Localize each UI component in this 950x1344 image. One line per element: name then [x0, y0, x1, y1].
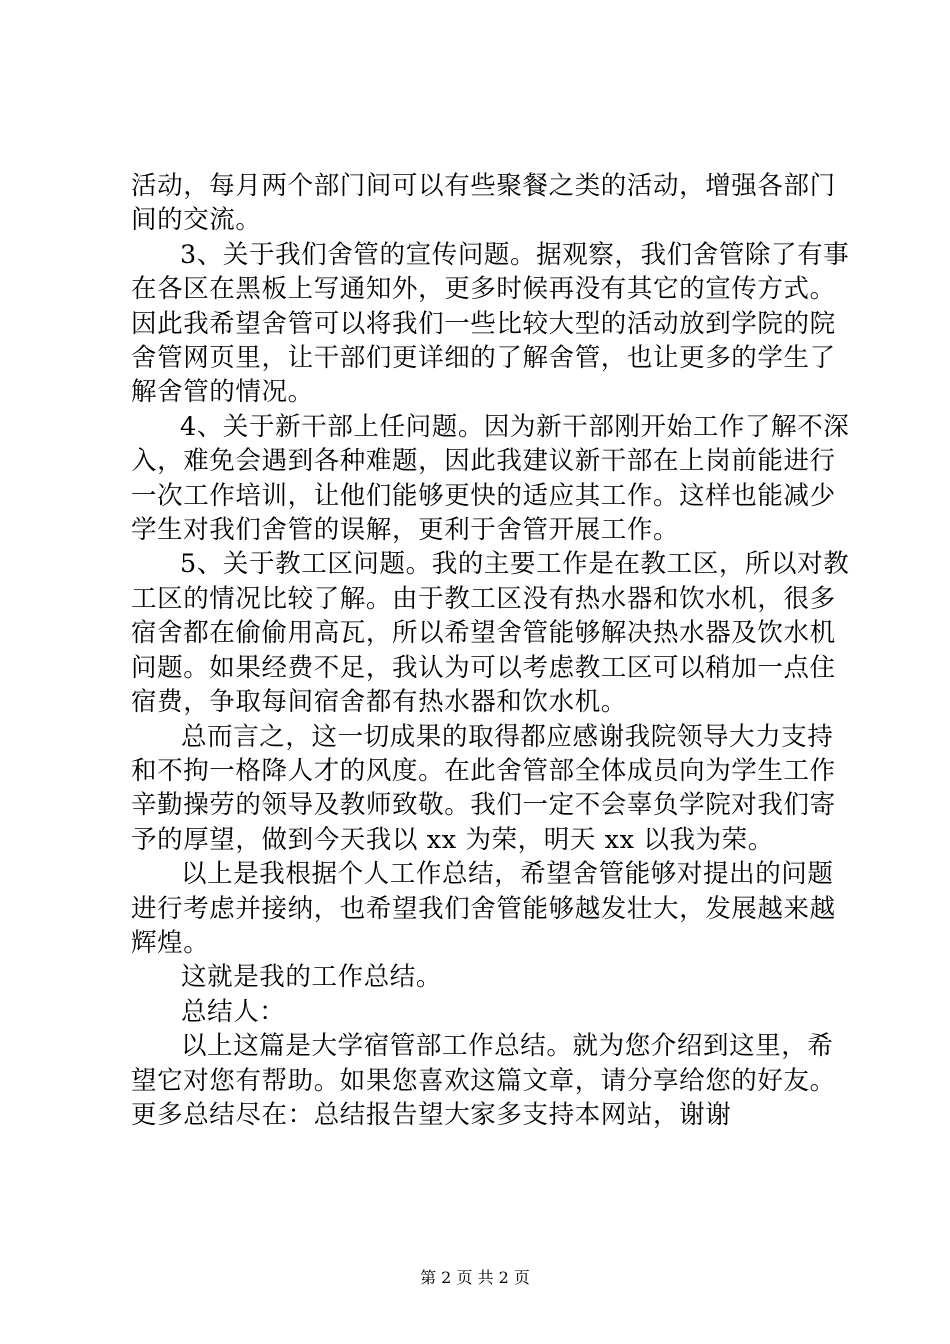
- text-line: 间的交流。: [131, 205, 262, 236]
- text-line: 舍管网页里，让干部们更详细的了解舍管，也让更多的学生了: [131, 343, 836, 374]
- text-line: 活动，每月两个部门间可以有些聚餐之类的活动，增强各部门: [131, 171, 836, 201]
- text-line: 和不拘一格降人才的风度。在此舍管部全体成员向为学生工作: [131, 755, 836, 786]
- text-line: 工区的情况比较了解。由于教工区没有热水器和饮水机，很多: [131, 583, 836, 614]
- text-line: 以上是我根据个人工作总结，希望舍管能够对提出的问题: [181, 859, 834, 890]
- text-line: 辛勤操劳的领导及教师致敬。我们一定不会辜负学院对我们寄: [131, 790, 836, 821]
- text-line: 予的厚望，做到今天我以 xx 为荣，明天 xx 以我为荣。: [131, 824, 774, 855]
- text-line: 宿费，争取每间宿舍都有热水器和饮水机。: [131, 687, 627, 718]
- text-line: 入，难免会遇到各种难题，因此我建议新干部在上岗前能进行: [131, 446, 836, 477]
- text-line: 辉煌。: [131, 927, 210, 958]
- text-line: 宿舍都在偷偷用高瓦，所以希望舍管能够解决热水器及饮水机: [131, 618, 836, 649]
- text-line: 更多总结尽在：总结报告望大家多支持本网站，谢谢: [131, 1099, 732, 1130]
- text-line: 5、关于教工区问题。我的主要工作是在教工区，所以对教: [180, 549, 850, 580]
- text-line: 解舍管的情况。: [131, 377, 314, 408]
- text-line: 3、关于我们舍管的宣传问题。据观察，我们舍管除了有事: [180, 239, 850, 270]
- text-line: 在各区在黑板上写通知外，更多时候再没有其它的宣传方式。: [131, 274, 836, 305]
- text-line: 望它对您有帮助。如果您喜欢这篇文章，请分享给您的好友。: [131, 1065, 836, 1096]
- text-line: 总而言之，这一切成果的取得都应感谢我院领导大力支持: [181, 721, 834, 752]
- text-line: 这就是我的工作总结。: [181, 962, 443, 993]
- text-line: 总结人：: [181, 996, 286, 1027]
- text-line: 一次工作培训，让他们能够更快的适应其工作。这样也能减少: [131, 480, 836, 511]
- text-line: 学生对我们舍管的误解，更利于舍管开展工作。: [131, 515, 680, 546]
- text-line: 问题。如果经费不足，我认为可以考虑教工区可以稍加一点住: [131, 652, 836, 683]
- body-text: [131, 169, 850, 1132]
- text-line: 4、关于新干部上任问题。因为新干部刚开始工作了解不深: [180, 411, 850, 442]
- text-line: 进行考虑并接纳，也希望我们舍管能够越发壮大，发展越来越: [131, 893, 836, 924]
- text-line: 以上这篇是大学宿管部工作总结。就为您介绍到这里，希: [181, 1031, 834, 1062]
- text-line: 因此我希望舍管可以将我们一些比较大型的活动放到学院的院: [131, 308, 836, 339]
- page-number-footer: 第 2 页 共 2 页: [420, 1268, 530, 1287]
